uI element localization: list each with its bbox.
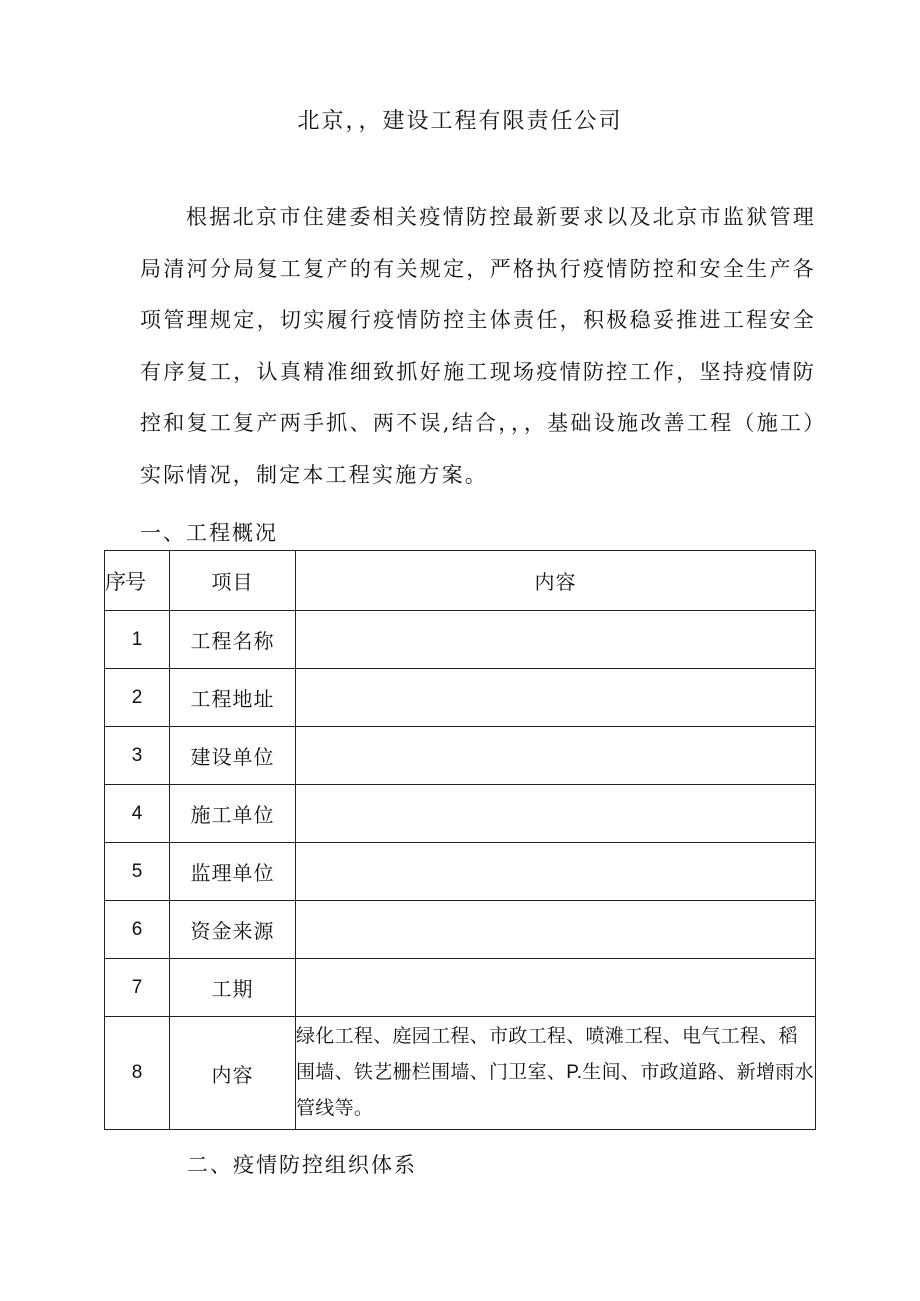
- row-content: [296, 669, 816, 727]
- table-row: [105, 727, 816, 785]
- section-heading-project-overview: 一、工程概况: [140, 521, 278, 545]
- header-serial-number: 序号: [105, 551, 170, 611]
- row-number: 7: [105, 959, 170, 1017]
- row-content: [296, 843, 816, 901]
- row-item-funding-source: 资金来源: [170, 901, 296, 959]
- row-item-contractor: 施工单位: [170, 785, 296, 843]
- row-content: [296, 785, 816, 843]
- table-row: [105, 843, 816, 901]
- table-row: [105, 959, 816, 1017]
- row-number: 8: [105, 1017, 170, 1130]
- row-content: [296, 959, 816, 1017]
- table-row: [105, 1017, 816, 1130]
- row-content: [296, 611, 816, 669]
- project-overview-table: [104, 550, 816, 1130]
- document-title: 北京，，建设工程有限责任公司: [297, 109, 623, 134]
- table-row: [105, 669, 816, 727]
- row-content: [296, 727, 816, 785]
- row-item-supervision-unit: 监理单位: [170, 843, 296, 901]
- table-row: [105, 901, 816, 959]
- row-number: 2: [105, 669, 170, 727]
- row-number: 5: [105, 843, 170, 901]
- row-content-scope-of-work: 绿化工程、庭园工程、市政工程、喷滩工程、电气工程、稻围墙、铁艺栅栏围墙、门卫室、P.生间、市政道路、新增雨水管线等。: [296, 1017, 816, 1130]
- row-number: 6: [105, 901, 170, 959]
- intro-paragraph: 根据北京市住建委相关疫情防控最新要求以及北京市监狱管理局清河分局复工复产的有关规定，严格执行疫情防控和安全生产各项管理规定，切实履行疫情防控主体责任，积极稳妥推进工程安全有序复工，认真精准细致抓好施工现场疫情防控工作，坚持疫情防控和复工复产两手抓、两不误,结合，，，基础设施改善工程（施工）实际情况，制定本工程实施方案。: [140, 205, 816, 487]
- row-item-duration: 工期: [170, 959, 296, 1017]
- row-number: 4: [105, 785, 170, 843]
- row-number: 3: [105, 727, 170, 785]
- row-number: 1: [105, 611, 170, 669]
- table-row: [105, 785, 816, 843]
- row-content: [296, 901, 816, 959]
- row-item-scope: 内容: [170, 1017, 296, 1130]
- header-content: 内容: [296, 551, 816, 611]
- table-row: [105, 611, 816, 669]
- row-item-construction-unit: 建设单位: [170, 727, 296, 785]
- section-heading-epidemic-control-organization: 二、疫情防控组织体系: [187, 1153, 417, 1177]
- row-item-project-name: 工程名称: [170, 611, 296, 669]
- header-item: 项目: [170, 551, 296, 611]
- row-item-project-address: 工程地址: [170, 669, 296, 727]
- table-header-row: [105, 551, 816, 611]
